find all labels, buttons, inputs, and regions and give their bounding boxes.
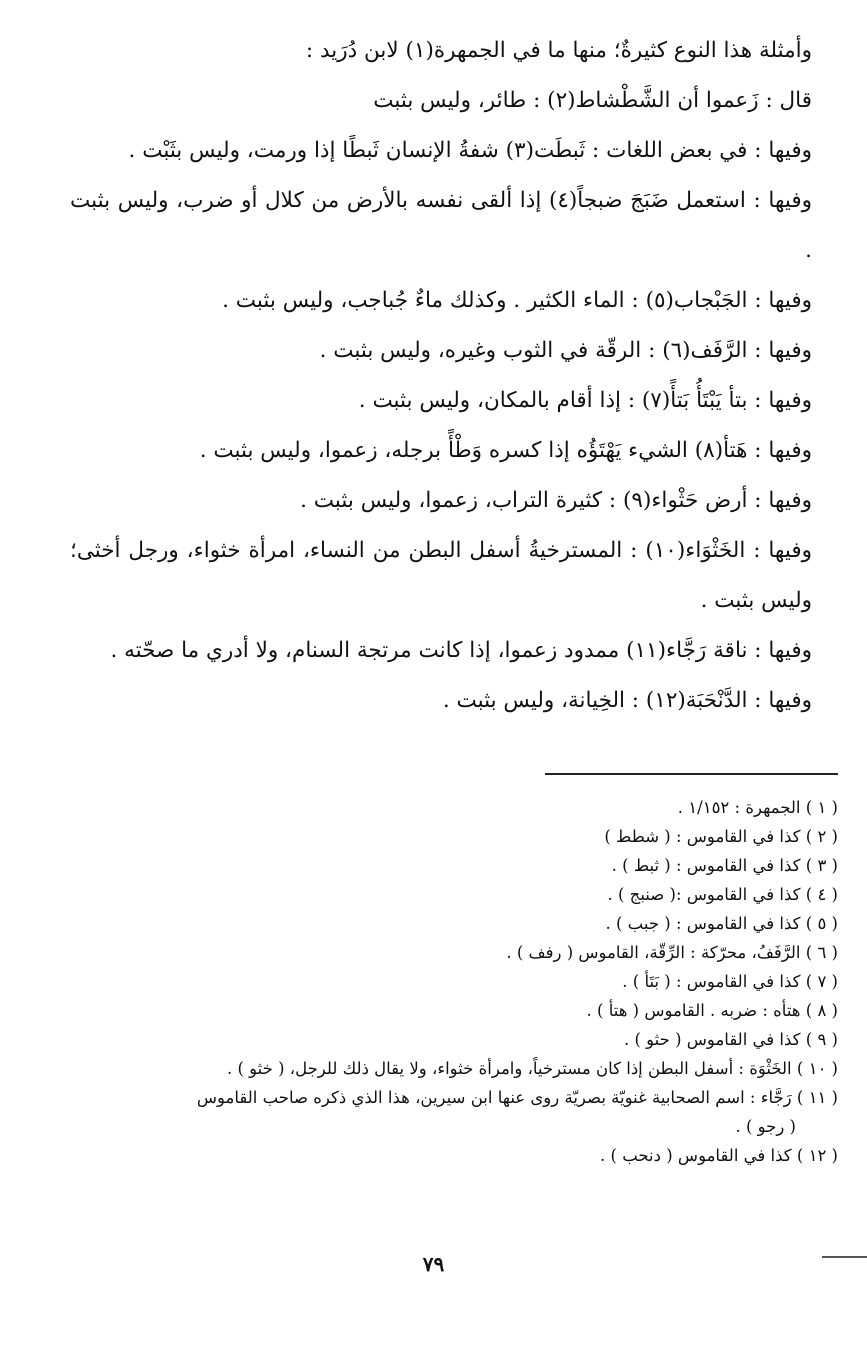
paragraph-intro: وأمثلة هذا النوع كثيرةٌ؛ منها ما في الجمهرة(١) لابن دُرَيد :: [305, 38, 812, 63]
footnotes: [70, 793, 838, 1170]
footnote-11-continuation-text: ( رجو ) .: [735, 1117, 796, 1136]
paragraph-shatshat: قال : زَعموا أن الشَّطْشاط(٢) : طائر، وليس بثبت: [373, 88, 812, 113]
footnote-6: ( ٦ ) الرَّفَفُ، محرّكة : الرِّقّة، القاموس ( رفف ) .: [506, 943, 838, 962]
footnote-8: ( ٨ ) هتأه : ضربه . القاموس ( هتأ ) .: [586, 1001, 838, 1020]
paragraph-bata: وفيها : بتأ يَبْتَأُ بَتأً(٧) : إذا أقام بالمكان، وليس بثبت .: [358, 388, 812, 413]
main-text: [70, 26, 840, 726]
page-number: ٧٩: [422, 1252, 445, 1276]
paragraph-jabjab: وفيها : الجَبْجاب(٥) : الماء الكثير . وكذلك ماءٌ جُباجب، وليس بثبت .: [222, 288, 812, 313]
footnote-4: ( ٤ ) كذا في القاموس :( صنبج ) .: [607, 885, 838, 904]
footnote-12: ( ١٢ ) كذا في القاموس ( دنحب ) .: [600, 1146, 838, 1165]
footnote-11-continuation: [70, 1112, 838, 1141]
footnote-5: ( ٥ ) كذا في القاموس : ( جبب ) .: [605, 914, 838, 933]
footnote-9: ( ٩ ) كذا في القاموس ( حثو ) .: [623, 1030, 838, 1049]
paragraph-hathwa: وفيها : أرض حَثْواء(٩) : كثيرة التراب، زعموا، وليس بثبت .: [300, 488, 812, 513]
footnote-2: ( ٢ ) كذا في القاموس : ( شطط ): [604, 827, 838, 846]
paragraph-thabatat: وفيها : في بعض اللغات : ثَبطَت(٣) شفةُ الإنسان ثَبطًا إذا ورمت، وليس بثَبْت .: [128, 138, 812, 163]
paragraph-khathwa: وفيها : الخَثْوَاء(١٠) : المسترخيةُ أسفل البطن من النساء، امرأة خثواء، ورجل أخثى؛ وليس بثبت .: [70, 538, 812, 613]
edge-mark: [822, 1256, 867, 1258]
footnote-1: ( ١ ) الجمهرة : ١/١٥٢ .: [677, 798, 838, 817]
footnote-11: ( ١١ ) رَجَّاء : اسم الصحابية غنويّة بصريّة روى عنها ابن سيرين، هذا الذي ذكره صاحب القاموس: [196, 1088, 838, 1107]
footnote-10: ( ١٠ ) الخَثْوَة : أسفل البطن إذا كان مسترخياً، وامرأة خثواء، ولا يقال ذلك للرجل، ( خثو ) .: [226, 1059, 838, 1078]
paragraph-danhaba: وفيها : الدَّنْحَبَة(١٢) : الخِيانة، وليس بثبت .: [442, 688, 812, 713]
footnote-divider: [545, 773, 838, 775]
paragraph-hata: وفيها : هَتأ(٨) الشيء يَهْتَؤُه إذا كسره وَطْأً برجله، زعموا، وليس بثبت .: [199, 438, 812, 463]
paragraph-rajja: وفيها : ناقة رَجَّاء(١١) ممدود زعموا، إذا كانت مرتجة السنام، ولا أدري ما صحّته .: [110, 638, 812, 663]
paragraph-rafaf: وفيها : الرَّفَف(٦) : الرقّة في الثوب وغيره، وليس بثبت .: [319, 338, 812, 363]
paragraph-dabaja: وفيها : استعمل ضَبَجَ ضبجاً(٤) إذا ألقى نفسه بالأرض من كلال أو ضرب، وليس بثبت .: [70, 188, 812, 263]
footnote-7: ( ٧ ) كذا في القاموس : ( بَتَأ ) .: [622, 972, 838, 991]
footnote-3: ( ٣ ) كذا في القاموس : ( ثبط ) .: [611, 856, 838, 875]
